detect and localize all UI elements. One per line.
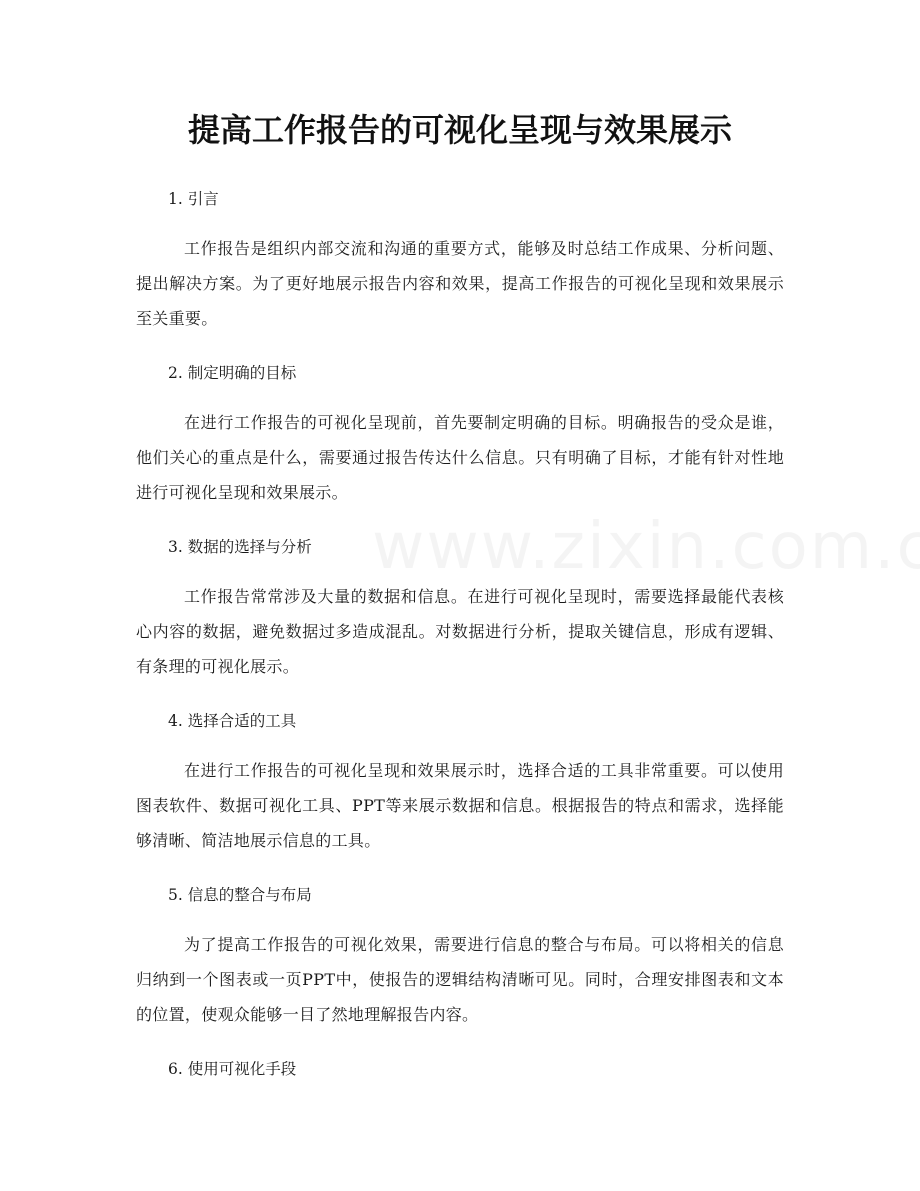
section-heading: 3. 数据的选择与分析: [168, 538, 312, 556]
section-paragraph: 在进行工作报告的可视化呈现和效果展示时，选择合适的工具非常重要。可以使用图表软件、数据可视化工具、PPT等来展示数据和信息。根据报告的特点和需求，选择能够清晰、简洁地展示信息的工具。: [136, 761, 784, 850]
section-heading: 6. 使用可视化手段: [168, 1060, 297, 1078]
section-goals: [136, 357, 784, 510]
section-data: [136, 531, 784, 684]
section-visual-means: [136, 1053, 784, 1085]
section-heading: 5. 信息的整合与布局: [168, 886, 312, 904]
section-paragraph: 在进行工作报告的可视化呈现前，首先要制定明确的目标。明确报告的受众是谁，他们关心的重点是什么，需要通过报告传达什么信息。只有明确了目标，才能有针对性地进行可视化呈现和效果展示。: [136, 413, 784, 502]
section-paragraph: 工作报告是组织内部交流和沟通的重要方式，能够及时总结工作成果、分析问题、提出解决方案。为了更好地展示报告内容和效果，提高工作报告的可视化呈现和效果展示至关重要。: [136, 239, 784, 328]
section-paragraph: 工作报告常常涉及大量的数据和信息。在进行可视化呈现时，需要选择最能代表核心内容的数据，避免数据过多造成混乱。对数据进行分析，提取关键信息，形成有逻辑、有条理的可视化展示。: [136, 587, 784, 676]
document-body: [136, 183, 784, 1101]
section-tools: [136, 705, 784, 858]
document-title: 提高工作报告的可视化呈现与效果展示: [187, 111, 732, 149]
section-layout: [136, 879, 784, 1032]
section-intro: [136, 183, 784, 336]
section-heading: 2. 制定明确的目标: [168, 364, 297, 382]
section-heading: 4. 选择合适的工具: [168, 712, 297, 730]
section-heading: 1. 引言: [168, 190, 219, 208]
section-paragraph: 为了提高工作报告的可视化效果，需要进行信息的整合与布局。可以将相关的信息归纳到一个图表或一页PPT中，使报告的逻辑结构清晰可见。同时，合理安排图表和文本的位置，使观众能够一目了然地理解报告内容。: [136, 935, 784, 1024]
